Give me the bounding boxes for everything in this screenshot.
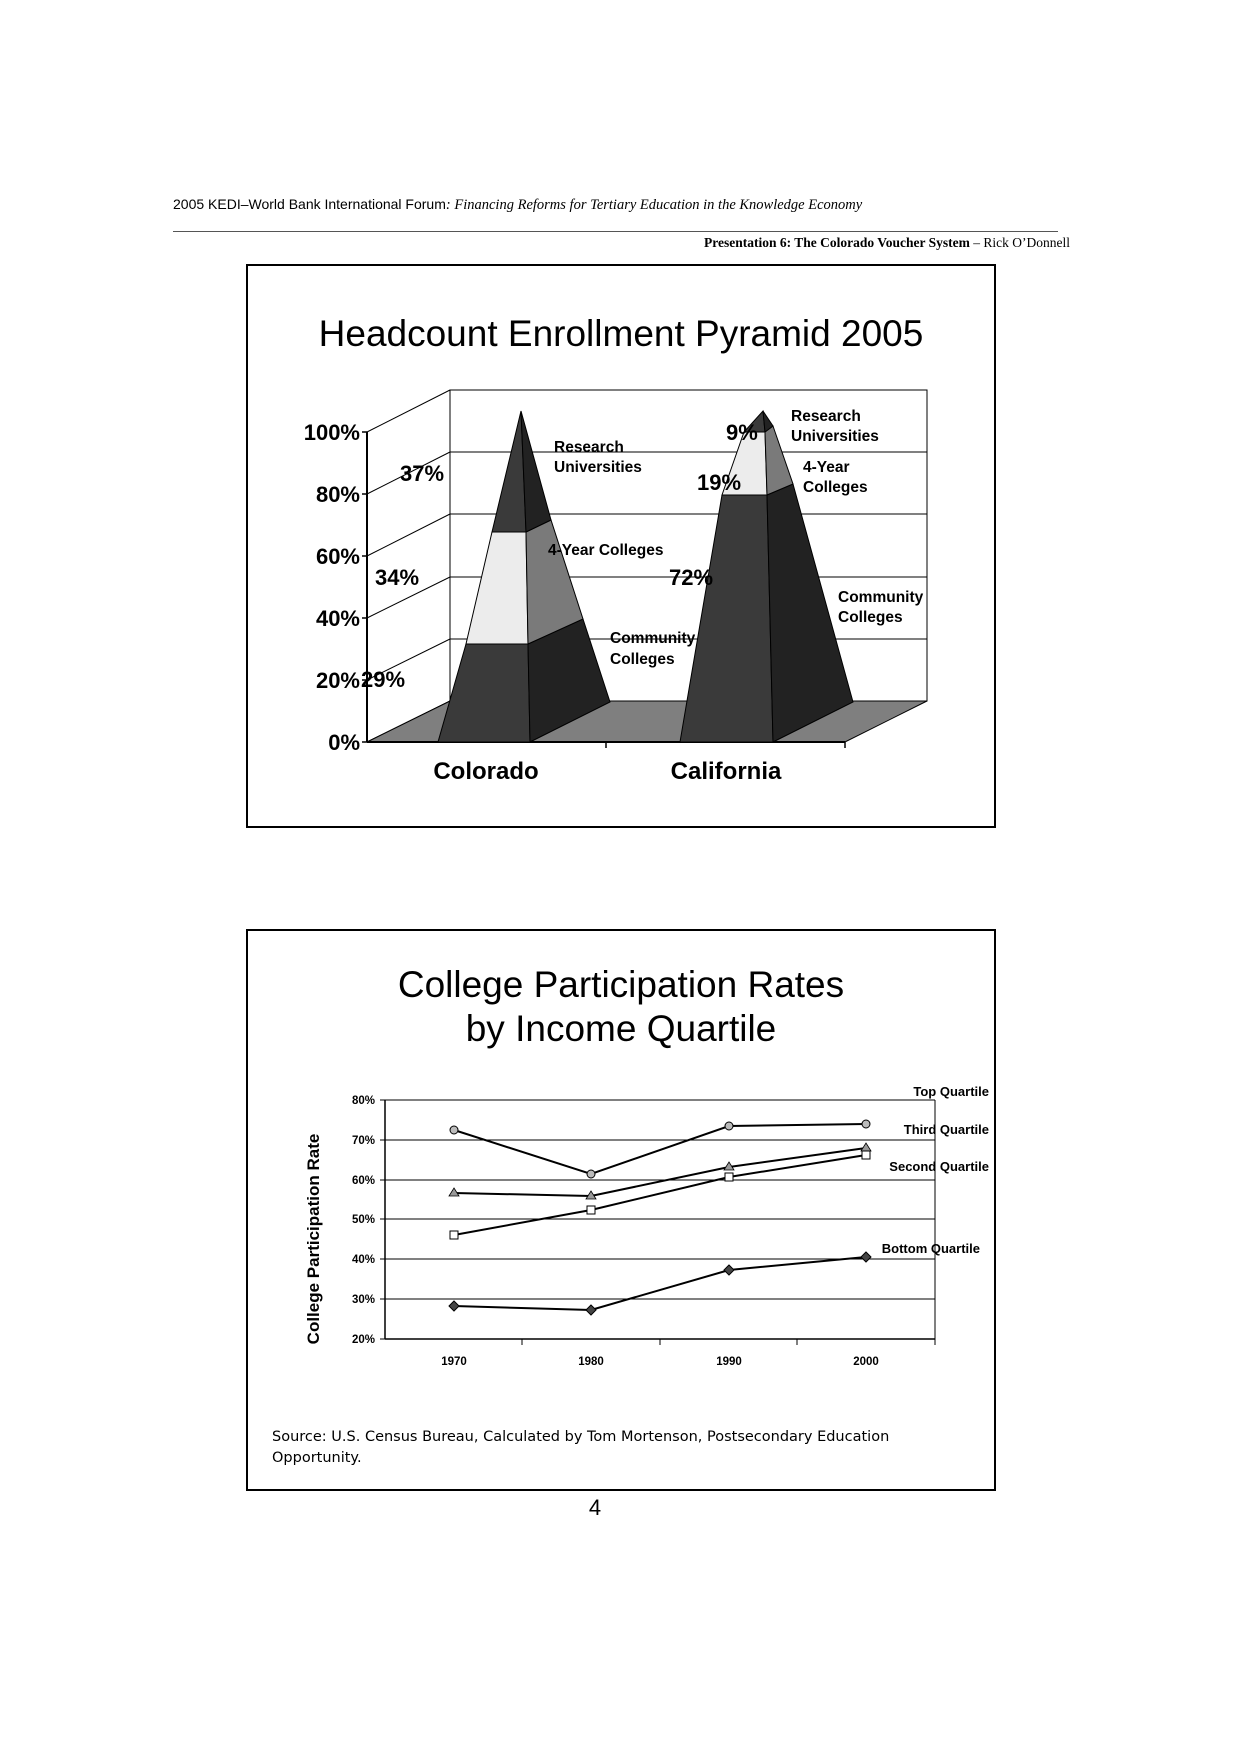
label-second-quartile: Second Quartile	[889, 1159, 989, 1174]
label-co-4year: 34%	[375, 565, 420, 590]
page-number: 4	[588, 1495, 602, 1520]
presentation-title: Presentation 6: The Colorado Voucher System	[703, 235, 970, 250]
svg-text:Colleges: Colleges	[838, 609, 903, 626]
svg-text:70%: 70%	[351, 1135, 375, 1147]
slide-participation-rates	[246, 929, 996, 1491]
y-axis-title: College Participation Rate	[304, 1133, 323, 1345]
svg-text:Colleges: Colleges	[803, 479, 868, 496]
svg-text:0%: 0%	[328, 730, 360, 755]
participation-line-chart	[248, 931, 994, 1489]
svg-text:60%: 60%	[315, 544, 360, 569]
svg-text:100%: 100%	[303, 420, 360, 445]
label-ca-research: 9%	[726, 420, 758, 445]
svg-text:Universities: Universities	[554, 459, 642, 476]
forum-name: 2005 KEDI–World Bank International Forum	[173, 196, 446, 212]
svg-text:80%: 80%	[351, 1095, 375, 1107]
svg-text:30%: 30%	[351, 1294, 375, 1306]
svg-text:1980: 1980	[578, 1356, 604, 1368]
label-bottom-quartile: Bottom Quartile	[881, 1241, 980, 1256]
label-top-quartile: Top Quartile	[913, 1084, 989, 1099]
svg-text:Research: Research	[554, 439, 624, 456]
slide-title-line2: by Income Quartile	[465, 1008, 777, 1049]
label-ca-community: 72%	[669, 565, 714, 590]
svg-text:California: California	[670, 758, 782, 785]
svg-text:2000: 2000	[853, 1356, 879, 1368]
author-sep: –	[969, 235, 984, 250]
label-ca-4year: 19%	[697, 470, 742, 495]
presentation-header	[704, 235, 1070, 251]
svg-text:Universities: Universities	[791, 428, 879, 445]
svg-text:80%: 80%	[315, 482, 360, 507]
svg-text:40%: 40%	[315, 606, 360, 631]
svg-text:Research: Research	[791, 408, 861, 425]
svg-text:20%: 20%	[351, 1334, 375, 1346]
source-note: Source: U.S. Census Bureau, Calculated by Tom Mortenson, Postsecondary Education Opportunity.	[272, 1429, 890, 1466]
svg-text:60%: 60%	[351, 1175, 375, 1187]
svg-text:4-Year Colleges: 4-Year Colleges	[548, 542, 664, 559]
slide-title: Headcount Enrollment Pyramid 2005	[318, 313, 924, 354]
svg-text:Colleges: Colleges	[610, 651, 675, 668]
svg-text:40%: 40%	[351, 1254, 375, 1266]
svg-text:1990: 1990	[716, 1356, 742, 1368]
svg-text:Community: Community	[838, 589, 924, 606]
svg-text:20%: 20%	[315, 668, 360, 693]
svg-text:50%: 50%	[351, 1214, 375, 1226]
label-co-research: 37%	[400, 461, 445, 486]
slide-title-line1: College Participation Rates	[397, 964, 845, 1005]
pyramid-chart	[248, 266, 994, 826]
slide-enrollment-pyramid	[246, 264, 996, 828]
forum-sep: :	[445, 197, 455, 213]
svg-text:Colorado: Colorado	[433, 758, 539, 785]
presentation-author: Rick O’Donnell	[983, 235, 1070, 250]
label-third-quartile: Third Quartile	[903, 1122, 989, 1137]
svg-text:Community: Community	[610, 630, 696, 647]
svg-text:4-Year: 4-Year	[803, 459, 850, 476]
forum-header	[173, 196, 862, 214]
header-rule	[173, 231, 1058, 232]
svg-text:1970: 1970	[441, 1356, 467, 1368]
forum-subtitle: Financing Reforms for Tertiary Education in the Knowledge Economy	[454, 197, 863, 213]
label-co-community: 29%	[361, 667, 406, 692]
